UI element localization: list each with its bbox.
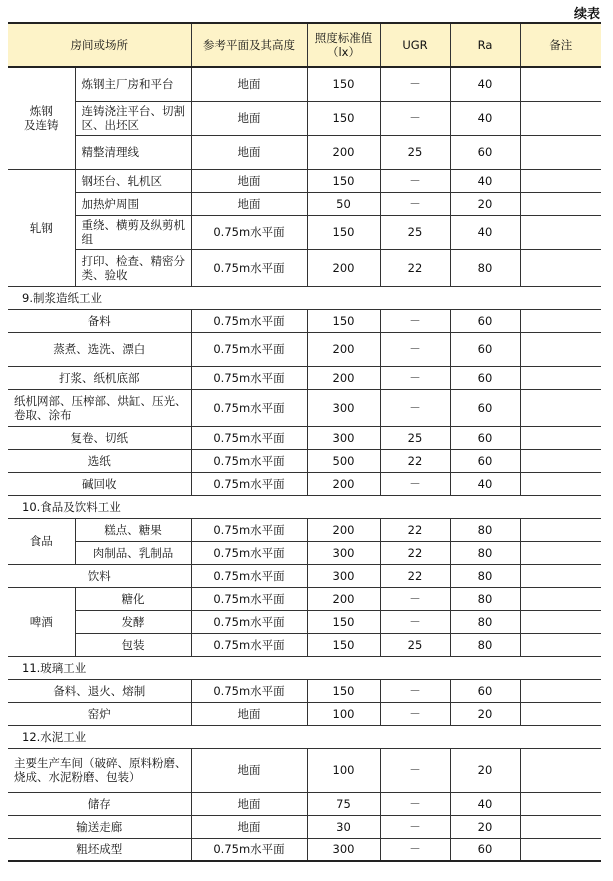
cell-ra: 40 [450,67,520,101]
cell-lux: 500 [307,449,380,472]
cell-ugr: 22 [380,449,450,472]
cell-note [520,332,601,366]
cell-ugr: － [380,192,450,215]
cell-plane: 0.75m水平面 [191,541,307,564]
cell-note [520,366,601,389]
cell-name: 粗坯成型 [8,838,191,861]
cell-ugr: 25 [380,135,450,169]
table-row [8,610,601,633]
cell-plane: 0.75m水平面 [191,366,307,389]
table-row [8,169,601,192]
cell-note [520,67,601,101]
cell-ra: 60 [450,389,520,426]
cell-name: 包装 [75,633,191,656]
cell-name: 储存 [8,792,191,815]
cell-plane: 0.75m水平面 [191,633,307,656]
cell-ugr: － [380,332,450,366]
table-row [8,748,601,792]
cell-plane: 地面 [191,67,307,101]
cell-note [520,472,601,495]
cell-ra: 60 [450,449,520,472]
table-row [8,192,601,215]
cell-note [520,610,601,633]
illuminance-table [8,22,601,862]
cell-plane: 0.75m水平面 [191,449,307,472]
cell-lux: 50 [307,192,380,215]
table-row [8,67,601,101]
cell-lux: 75 [307,792,380,815]
cell-ugr: － [380,67,450,101]
table-row [8,449,601,472]
cell-name: 肉制品、乳制品 [75,541,191,564]
cell-plane: 0.75m水平面 [191,215,307,249]
cell-ugr: － [380,472,450,495]
section-row [8,725,601,748]
cell-ugr: － [380,366,450,389]
cell-ugr: － [380,169,450,192]
cell-note [520,249,601,286]
cell-ra: 80 [450,249,520,286]
cell-note [520,702,601,725]
cell-plane: 地面 [191,702,307,725]
cell-name: 纸机网部、压榨部、烘缸、压光、卷取、涂布 [8,389,191,426]
cell-ugr: － [380,587,450,610]
cell-plane: 0.75m水平面 [191,389,307,426]
cell-ugr: － [380,309,450,332]
cell-name: 复卷、切纸 [8,426,191,449]
cell-lux: 200 [307,587,380,610]
cell-lux: 300 [307,541,380,564]
cell-ra: 80 [450,541,520,564]
cell-ugr: － [380,389,450,426]
cell-name: 碱回收 [8,472,191,495]
section-title-cement: 12.水泥工业 [8,725,601,748]
cell-name: 备料、退火、熔制 [8,679,191,702]
cell-plane: 0.75m水平面 [191,679,307,702]
cell-lux: 300 [307,564,380,587]
cell-lux: 200 [307,332,380,366]
cell-lux: 150 [307,679,380,702]
cell-ugr: － [380,792,450,815]
cell-ugr: 22 [380,249,450,286]
cell-plane: 0.75m水平面 [191,564,307,587]
cell-plane: 地面 [191,748,307,792]
cell-ra: 80 [450,633,520,656]
cell-note [520,192,601,215]
cell-name: 备料 [8,309,191,332]
cell-note [520,309,601,332]
header-ra: Ra [450,23,520,67]
cell-lux: 30 [307,815,380,838]
group-food: 食品 [8,518,75,564]
cell-ra: 60 [450,366,520,389]
cell-plane: 地面 [191,135,307,169]
cell-name: 打浆、纸机底部 [8,366,191,389]
cell-lux: 200 [307,249,380,286]
cell-ra: 60 [450,426,520,449]
section-row [8,656,601,679]
cell-name: 糖化 [75,587,191,610]
cell-ugr: － [380,610,450,633]
section-title-food: 10.食品及饮料工业 [8,495,601,518]
cell-plane: 地面 [191,792,307,815]
header-ugr: UGR [380,23,450,67]
cell-name: 主要生产车间（破碎、原料粉磨、烧成、水泥粉磨、包装） [8,748,191,792]
cell-plane: 地面 [191,101,307,135]
cell-lux: 150 [307,67,380,101]
table-row [8,564,601,587]
table-row [8,366,601,389]
cell-ugr: 25 [380,215,450,249]
section-title-paper: 9.制浆造纸工业 [8,286,601,309]
table-row [8,101,601,135]
cell-plane: 0.75m水平面 [191,838,307,861]
cell-name: 饮料 [8,564,191,587]
header-plane: 参考平面及其高度 [191,23,307,67]
cell-note [520,587,601,610]
cell-plane: 0.75m水平面 [191,249,307,286]
cell-ra: 80 [450,610,520,633]
cell-note [520,541,601,564]
cell-ugr: 22 [380,518,450,541]
cell-plane: 0.75m水平面 [191,587,307,610]
cell-lux: 200 [307,518,380,541]
cell-ugr: 25 [380,426,450,449]
cell-lux: 150 [307,101,380,135]
table-row [8,332,601,366]
cell-ra: 20 [450,702,520,725]
cell-note [520,679,601,702]
cell-note [520,792,601,815]
cell-note [520,215,601,249]
cell-plane: 0.75m水平面 [191,472,307,495]
cell-ra: 60 [450,309,520,332]
cell-note [520,449,601,472]
cell-lux: 100 [307,702,380,725]
cell-ra: 60 [450,135,520,169]
table-row [8,633,601,656]
table-row [8,426,601,449]
cell-plane: 0.75m水平面 [191,309,307,332]
cell-ra: 20 [450,192,520,215]
cell-ugr: － [380,748,450,792]
cell-note [520,633,601,656]
cell-name: 打印、检查、精密分类、验收 [75,249,191,286]
cell-ra: 40 [450,169,520,192]
cell-plane: 地面 [191,815,307,838]
cell-ra: 80 [450,564,520,587]
cell-name: 连铸浇注平台、切割区、出坯区 [75,101,191,135]
cell-plane: 地面 [191,192,307,215]
cell-note [520,169,601,192]
cell-ra: 60 [450,679,520,702]
cell-lux: 200 [307,135,380,169]
cell-ra: 40 [450,101,520,135]
cell-name: 输送走廊 [8,815,191,838]
header-room: 房间或场所 [8,23,191,67]
cell-ra: 60 [450,332,520,366]
cell-ra: 80 [450,518,520,541]
table-row [8,587,601,610]
cell-ra: 60 [450,838,520,861]
section-row [8,495,601,518]
cell-note [520,101,601,135]
cell-ra: 40 [450,215,520,249]
table-row [8,792,601,815]
table-row [8,309,601,332]
cell-ugr: － [380,815,450,838]
table-row [8,541,601,564]
header-row [8,23,601,67]
cell-plane: 0.75m水平面 [191,426,307,449]
cell-lux: 150 [307,169,380,192]
cell-plane: 地面 [191,169,307,192]
table-row [8,838,601,861]
cell-lux: 300 [307,838,380,861]
table-row [8,249,601,286]
cell-name: 炼钢主厂房和平台 [75,67,191,101]
cell-lux: 150 [307,633,380,656]
cell-name: 窑炉 [8,702,191,725]
cell-name: 精整清理线 [75,135,191,169]
cell-plane: 0.75m水平面 [191,610,307,633]
table-row [8,135,601,169]
section-title-glass: 11.玻璃工业 [8,656,601,679]
cell-ugr: － [380,702,450,725]
cell-lux: 150 [307,610,380,633]
cell-name: 蒸煮、选洗、漂白 [8,332,191,366]
table-row [8,215,601,249]
cell-lux: 300 [307,389,380,426]
cell-note [520,389,601,426]
cell-ugr: 22 [380,564,450,587]
cell-ra: 40 [450,792,520,815]
table-row [8,702,601,725]
cell-name: 选纸 [8,449,191,472]
cell-ugr: 22 [380,541,450,564]
cell-lux: 200 [307,472,380,495]
cell-note [520,426,601,449]
cell-note [520,748,601,792]
cell-ugr: － [380,679,450,702]
group-smelt: 炼钢 及连铸 [8,67,75,169]
cell-ugr: 25 [380,633,450,656]
cell-ra: 80 [450,587,520,610]
cell-note [520,518,601,541]
cell-name: 重绕、横剪及纵剪机组 [75,215,191,249]
cell-note [520,815,601,838]
cell-lux: 150 [307,309,380,332]
cell-name: 加热炉周围 [75,192,191,215]
group-roll: 轧钢 [8,169,75,286]
group-beer: 啤酒 [8,587,75,656]
cell-ugr: － [380,101,450,135]
table-row [8,518,601,541]
cell-lux: 300 [307,426,380,449]
cell-ugr: － [380,838,450,861]
cell-ra: 20 [450,748,520,792]
table-row [8,815,601,838]
section-row [8,286,601,309]
cell-note [520,135,601,169]
cell-name: 发酵 [75,610,191,633]
header-lux: 照度标准值 （lx） [307,23,380,67]
cell-lux: 150 [307,215,380,249]
cell-note [520,838,601,861]
continued-label: 续表 [573,7,600,22]
cell-note [520,564,601,587]
cell-ra: 40 [450,472,520,495]
cell-plane: 0.75m水平面 [191,518,307,541]
header-note: 备注 [520,23,601,67]
cell-lux: 200 [307,366,380,389]
cell-name: 糕点、糖果 [75,518,191,541]
cell-plane: 0.75m水平面 [191,332,307,366]
cell-lux: 100 [307,748,380,792]
table-row [8,679,601,702]
cell-ra: 20 [450,815,520,838]
table-row [8,472,601,495]
cell-name: 钢坯台、轧机区 [75,169,191,192]
table-row [8,389,601,426]
